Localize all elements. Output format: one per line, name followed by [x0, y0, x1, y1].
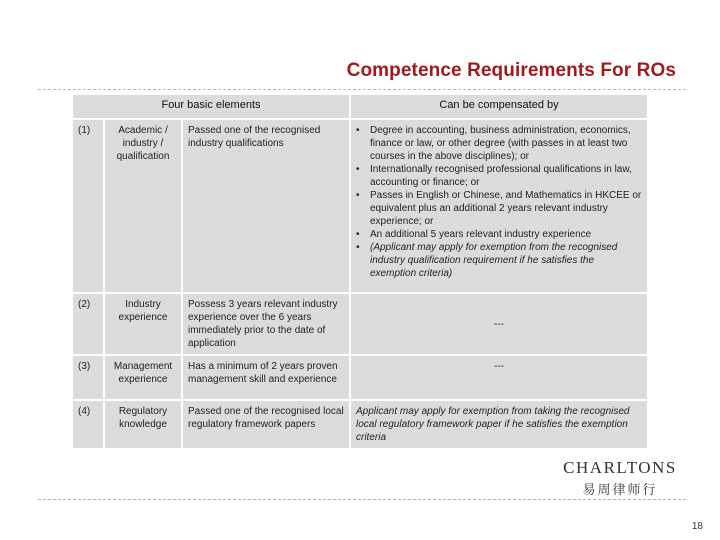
requirement-text: Possess 3 years relevant industry experience over the 6 years immediately prior to the date of application: [183, 294, 349, 354]
header-can-be-compensated-by: Can be compensated by: [351, 95, 647, 118]
compensation-text: ---: [351, 356, 647, 399]
element-name: Academic / industry / qualification: [105, 120, 181, 292]
element-name: Management experience: [105, 356, 181, 399]
compensation-item: • (Applicant may apply for exemption from the recognised industry qualification requirement if he satisfies the exemption criteria): [366, 241, 642, 280]
compensation-text: Applicant may apply for exemption from taking the recognised local regulatory framework paper if he satisfies the exemption criteria: [351, 401, 647, 448]
compensation-text: ---: [351, 294, 647, 354]
top-divider: [38, 89, 686, 90]
bottom-divider: [38, 499, 686, 500]
logo-name-en: CHARLTONS: [563, 458, 677, 477]
element-name: Regulatory knowledge: [105, 401, 181, 448]
charltons-logo: [560, 458, 680, 498]
table-row: [73, 120, 647, 292]
row-number: (2): [73, 294, 103, 354]
requirement-text: Passed one of the recognised local regulatory framework papers: [183, 401, 349, 448]
compensation-item: • Passes in English or Chinese, and Mathematics in HKCEE or equivalent plus an additional 2 years relevant industry experience; or: [366, 189, 642, 228]
compensation-item: • Degree in accounting, business administration, economics, finance or law, or other degree (with passes in at least two courses in the above disciplines); or: [366, 124, 642, 163]
row-number: (3): [73, 356, 103, 399]
requirement-text: Passed one of the recognised industry qualifications: [183, 120, 349, 292]
compensation-list: [356, 124, 642, 280]
requirement-text: Has a minimum of 2 years proven management skill and experience: [183, 356, 349, 399]
element-name: Industry experience: [105, 294, 181, 354]
page-number: 18: [691, 521, 703, 532]
header-four-basic-elements: Four basic elements: [73, 95, 349, 118]
compensation-item: • An additional 5 years relevant industry experience: [366, 228, 642, 241]
logo-name-cn: 易周律师行: [582, 483, 658, 498]
compensation-cell: [351, 120, 647, 292]
row-number: (4): [73, 401, 103, 448]
page-title: Competence Requirements For ROs: [346, 60, 676, 81]
competence-table: [71, 93, 649, 450]
table-header-row: [73, 95, 647, 118]
row-number: (1): [73, 120, 103, 292]
table-row: [73, 356, 647, 399]
table-row: [73, 401, 647, 448]
compensation-item: • Internationally recognised professional qualifications in law, accounting or finance; or: [366, 163, 642, 189]
table-row: [73, 294, 647, 354]
